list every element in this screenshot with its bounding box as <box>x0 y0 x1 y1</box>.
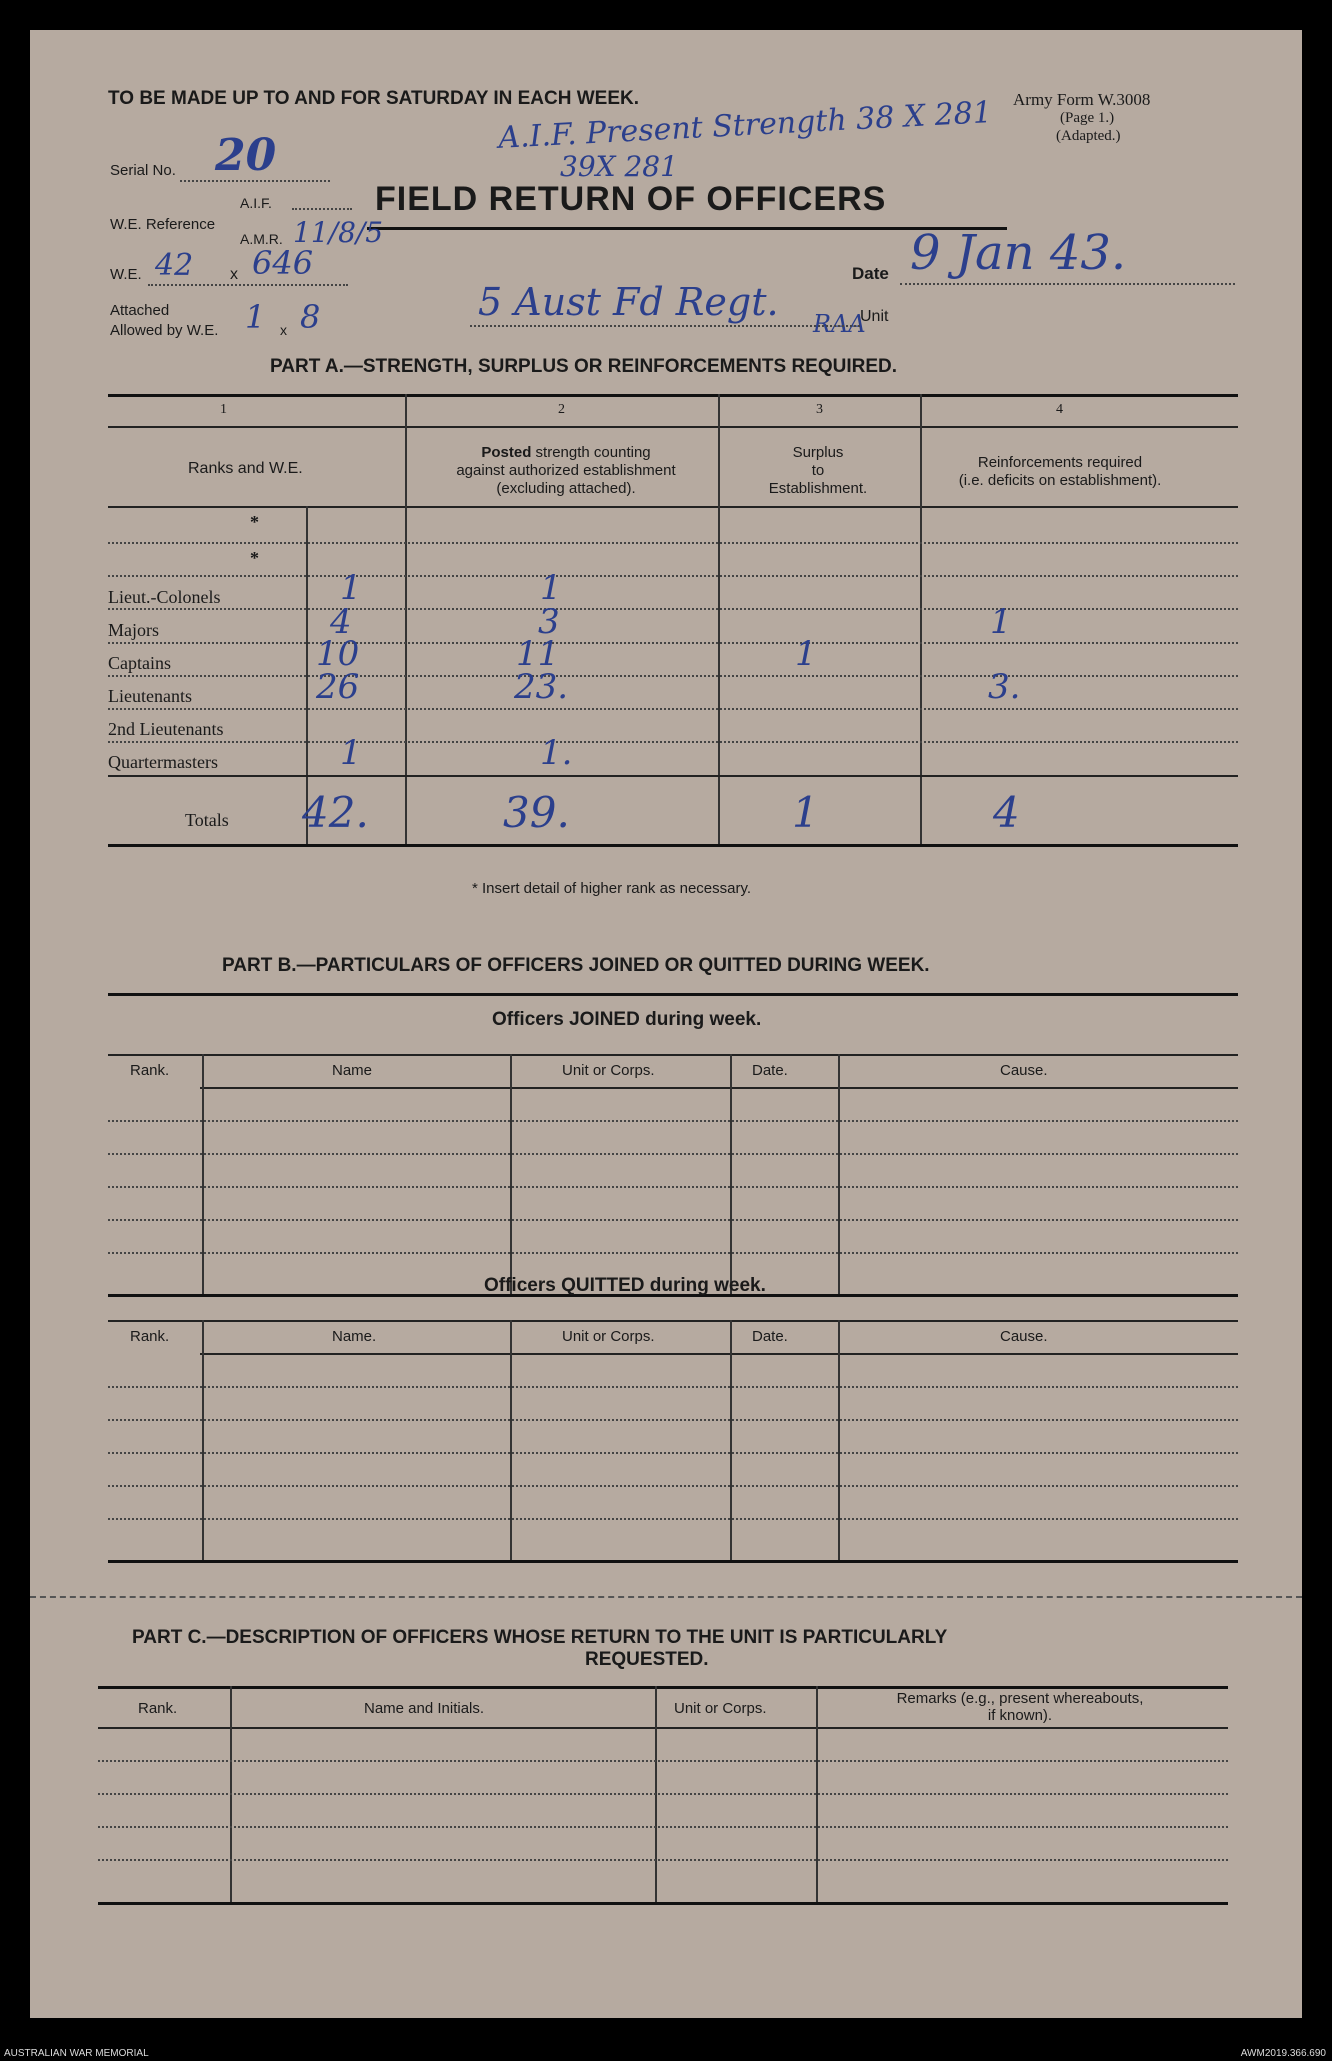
header-bottom-rule <box>108 506 1238 508</box>
col3-header-line2: to <box>811 462 825 479</box>
posted-row-7: 1. <box>540 733 573 773</box>
joined-vline-1 <box>202 1054 204 1294</box>
col1-header: Ranks and W.E. <box>188 460 303 477</box>
row-rule-6 <box>108 741 1238 743</box>
row-rule-0 <box>108 542 1238 544</box>
quitted-row-rule-4 <box>108 1485 1238 1487</box>
row-rule-4 <box>108 675 1238 677</box>
total-we: 42. <box>302 788 369 837</box>
col2-header-bold: Posted <box>481 444 532 461</box>
quitted-vline-4 <box>838 1320 840 1560</box>
part-c-row-rule-3 <box>98 1826 1228 1828</box>
form-title: FIELD RETURN OF OFFICERS <box>375 180 887 218</box>
joined-col-rank: Rank. <box>130 1062 170 1079</box>
perforation-line <box>30 1596 1302 1598</box>
we-row-7: 1 <box>340 733 362 773</box>
part-c-remarks-line1: Remarks (e.g., present whereabouts, <box>896 1690 1144 1707</box>
row-rule-2 <box>108 608 1238 610</box>
row-rule-7 <box>108 775 1238 777</box>
unit-label: Unit <box>860 308 889 325</box>
reinf-row-5: 3. <box>988 667 1021 707</box>
form-adapted: (Adapted.) <box>1056 128 1121 144</box>
part-c-top-rule <box>98 1686 1228 1689</box>
col2-header-line2: against authorized establishment <box>456 462 676 479</box>
part-b-heading: PART B.—PARTICULARS OF OFFICERS JOINED OR QUITTED DURING WEEK. <box>222 955 930 976</box>
joined-row-rule-1 <box>108 1120 1238 1122</box>
joined-heading: Officers JOINED during week. <box>492 1009 762 1030</box>
surplus-row-4: 1 <box>795 634 817 674</box>
joined-col-cause: Cause. <box>1000 1062 1048 1079</box>
attached-label-1: Attached <box>110 302 170 319</box>
we-row-3: 4 <box>330 602 352 642</box>
attached-value-1: 1 <box>245 298 266 336</box>
date-dotted <box>900 283 1235 285</box>
part-c-remarks-line2: if known). <box>987 1707 1053 1724</box>
part-b-top-rule <box>108 993 1238 996</box>
rank-row-2: Lieut.-Colonels <box>108 587 221 607</box>
posted-row-4: 11 <box>516 634 560 674</box>
unit-dotted <box>470 325 860 327</box>
joined-header-rule <box>200 1087 1238 1089</box>
form-paper <box>30 30 1302 2018</box>
part-a-top-rule <box>108 394 1238 397</box>
total-reinf: 4 <box>993 788 1020 837</box>
quitted-vline-3 <box>730 1320 732 1560</box>
part-c-row-rule-2 <box>98 1793 1228 1795</box>
joined-row-rule-5 <box>108 1252 1238 1254</box>
we-x: x <box>230 266 238 283</box>
attached-x: x <box>280 322 287 338</box>
rank-row-3: Majors <box>108 620 159 640</box>
rank-row-7: Quartermasters <box>108 752 218 772</box>
quitted-top-rule <box>108 1320 1238 1322</box>
unit-value: 5 Aust Fd Regt. <box>478 280 779 324</box>
joined-vline-3 <box>730 1054 732 1294</box>
quitted-row-rule-1 <box>108 1386 1238 1388</box>
col3-header-line3: Establishment. <box>768 480 868 497</box>
we-row-2: 1 <box>340 568 362 608</box>
quitted-col-date: Date. <box>752 1328 788 1345</box>
quitted-col-name: Name. <box>332 1328 377 1345</box>
we-row-4: 10 <box>316 634 360 674</box>
we-value-2: 646 <box>252 244 314 282</box>
rank-row-1: * <box>250 548 259 568</box>
date-value: 9 Jan 43. <box>910 225 1127 281</box>
total-posted: 39. <box>503 788 570 837</box>
date-label: Date <box>852 264 889 283</box>
unit-value-2: RAA <box>813 310 866 338</box>
we-label: W.E. <box>110 266 142 283</box>
we-row-5: 26 <box>316 667 360 707</box>
quitted-col-unit: Unit or Corps. <box>562 1328 655 1345</box>
joined-col-name: Name <box>332 1062 373 1079</box>
quitted-heading: Officers QUITTED during week. <box>484 1275 766 1296</box>
amr-label: A.M.R. <box>240 231 283 247</box>
part-a-heading: PART A.—STRENGTH, SURPLUS OR REINFORCEMENTS REQUIRED. <box>270 356 898 377</box>
we-reference-label: W.E. Reference <box>110 216 216 233</box>
row-rule-1 <box>108 575 1238 577</box>
rank-row-5: Lieutenants <box>108 686 192 706</box>
col2-header-line1 <box>436 444 696 461</box>
part-a-footnote: * Insert detail of higher rank as necessary. <box>472 880 752 897</box>
quitted-row-rule-2 <box>108 1419 1238 1421</box>
joined-row-rule-4 <box>108 1219 1238 1221</box>
part-c-row-rule-4 <box>98 1859 1228 1861</box>
part-a-bottom-rule <box>108 844 1238 847</box>
aif-dotted <box>292 208 352 210</box>
part-c-header-rule <box>98 1727 1228 1729</box>
joined-row-rule-3 <box>108 1186 1238 1188</box>
form-page: (Page 1.) <box>1060 110 1115 126</box>
part-c-heading-line2: REQUESTED. <box>585 1649 709 1670</box>
part-c-bottom-rule <box>98 1902 1228 1905</box>
rank-row-0: * <box>250 512 259 532</box>
quitted-col-rank: Rank. <box>130 1328 170 1345</box>
rank-row-4: Captains <box>108 653 171 673</box>
col-number-2: 2 <box>558 402 565 417</box>
we-dotted <box>148 284 348 286</box>
part-c-col-rank: Rank. <box>138 1700 178 1717</box>
col2-header-rest: strength counting <box>535 444 651 461</box>
part-c-row-rule-1 <box>98 1760 1228 1762</box>
amr-value: 11/8/5 <box>293 216 384 249</box>
quitted-vline-2 <box>510 1320 512 1560</box>
attached-value-2: 8 <box>300 298 321 336</box>
footer-right: AWM2019.366.690 <box>1240 2048 1326 2059</box>
quitted-row-rule-5 <box>108 1518 1238 1520</box>
part-c-col-name: Name and Initials. <box>364 1700 485 1717</box>
col3-header-line1: Surplus <box>792 444 844 461</box>
row-rule-5 <box>108 708 1238 710</box>
col-number-1: 1 <box>220 402 227 417</box>
footer-left: AUSTRALIAN WAR MEMORIAL <box>4 2048 149 2059</box>
col-number-3: 3 <box>816 402 823 417</box>
quitted-col-cause: Cause. <box>1000 1328 1048 1345</box>
joined-vline-2 <box>510 1054 512 1294</box>
posted-row-3: 3 <box>538 602 560 642</box>
quitted-row-rule-3 <box>108 1452 1238 1454</box>
aif-label: A.I.F. <box>240 195 272 211</box>
joined-vline-4 <box>838 1054 840 1294</box>
part-c-heading-line1: PART C.—DESCRIPTION OF OFFICERS WHOSE RETURN TO THE UNIT IS PARTICULARLY <box>132 1627 948 1648</box>
rank-row-6: 2nd Lieutenants <box>108 719 224 739</box>
joined-row-rule-2 <box>108 1153 1238 1155</box>
col4-header-line2: (i.e. deficits on establishment). <box>958 472 1162 489</box>
part-c-col-unit: Unit or Corps. <box>674 1700 767 1717</box>
quitted-vline-1 <box>202 1320 204 1560</box>
joined-col-date: Date. <box>752 1062 788 1079</box>
col-number-rule <box>108 426 1238 428</box>
total-surplus: 1 <box>792 788 819 837</box>
col-number-4: 4 <box>1056 402 1063 417</box>
joined-col-unit: Unit or Corps. <box>562 1062 655 1079</box>
row-rule-3 <box>108 642 1238 644</box>
handwritten-strength: A.I.F. Present Strength 38 X 281 <box>497 95 993 156</box>
joined-top-rule <box>108 1054 1238 1056</box>
reinf-row-3: 1 <box>990 602 1012 642</box>
attached-label-2: Allowed by W.E. <box>110 322 219 339</box>
quitted-header-rule <box>200 1353 1238 1355</box>
we-value-1: 42 <box>155 248 194 283</box>
serial-label: Serial No. <box>110 162 176 179</box>
totals-label: Totals <box>185 810 229 830</box>
serial-value: 20 <box>215 130 277 181</box>
form-id: Army Form W.3008 <box>1013 90 1151 109</box>
col4-header-line1: Reinforcements required <box>977 454 1143 471</box>
posted-row-2: 1 <box>540 568 562 608</box>
quitted-bottom-rule <box>108 1560 1238 1563</box>
handwritten-strength-2: 39X 281 <box>560 150 678 183</box>
posted-row-5: 23. <box>514 667 569 707</box>
col2-header-line3: (excluding attached). <box>496 480 636 497</box>
instruction-line: TO BE MADE UP TO AND FOR SATURDAY IN EACH WEEK. <box>108 88 639 109</box>
